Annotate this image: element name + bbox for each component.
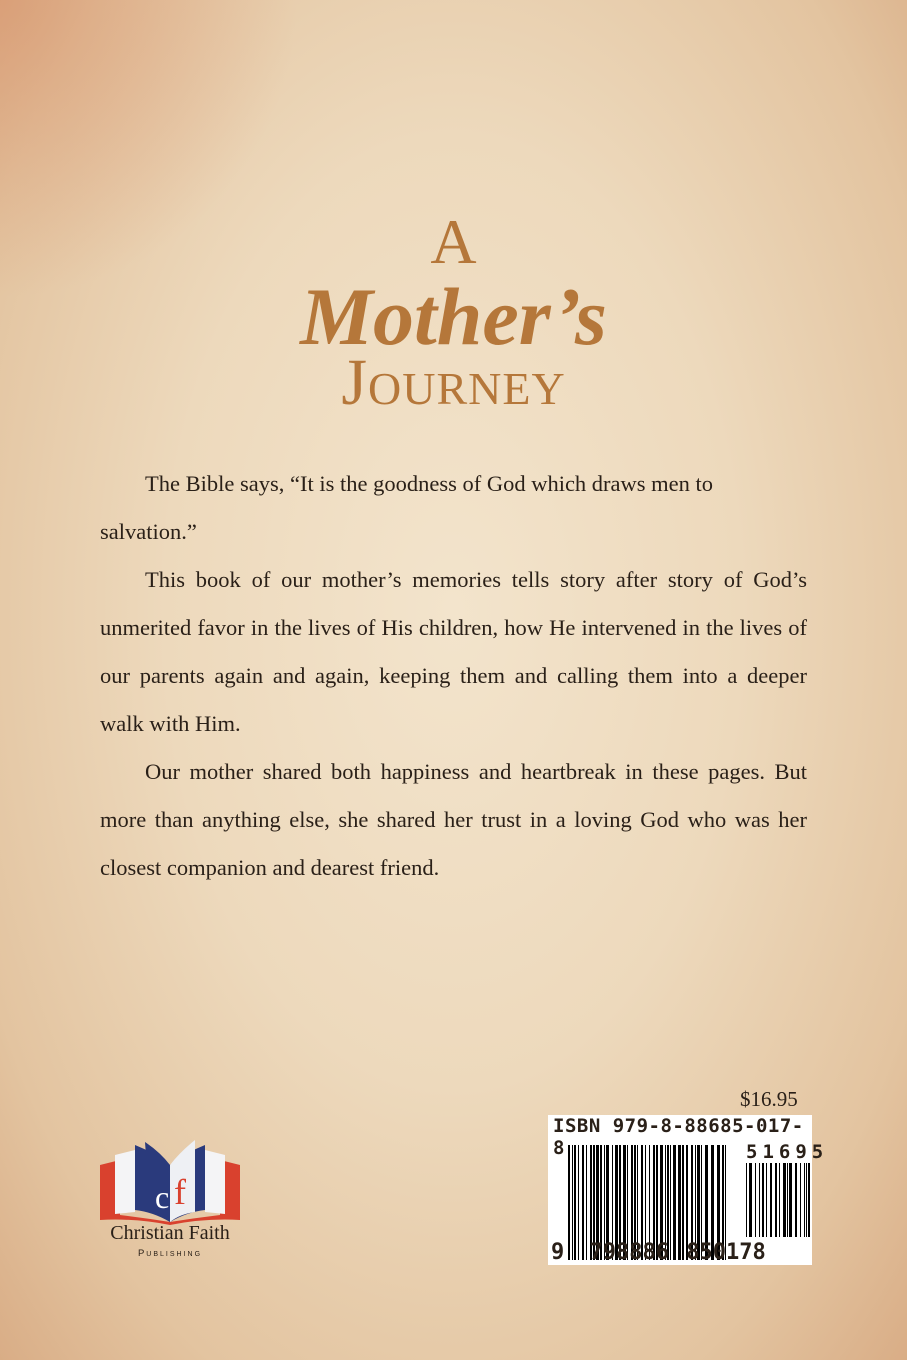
- isbn-label: ISBN 979-8-88685-017-8: [553, 1115, 804, 1159]
- publisher-name: Christian Faith: [110, 1222, 230, 1244]
- barcode-bar: [806, 1163, 807, 1237]
- barcode-first-digit: 9: [551, 1240, 565, 1265]
- barcode-bar: [804, 1163, 805, 1237]
- addon-digits: 51695: [746, 1141, 829, 1163]
- barcode-bar: [808, 1163, 810, 1237]
- title-line-3: Journey: [341, 346, 566, 419]
- barcode-bar: [762, 1163, 764, 1237]
- barcode-digits: [551, 1240, 766, 1265]
- barcode-bar: [766, 1163, 767, 1237]
- blurb-paragraph: The Bible says, “It is the goodness of God which draws men to salvation.”: [100, 471, 714, 544]
- price: $16.95: [740, 1087, 798, 1111]
- barcode-bar: [755, 1163, 756, 1237]
- barcode-bar: [800, 1163, 801, 1237]
- barcode-bar: [779, 1163, 780, 1237]
- publisher-sub: Publishing: [137, 1248, 203, 1259]
- barcode-bar: [759, 1163, 760, 1237]
- barcode-bar: [775, 1163, 777, 1237]
- barcode-bar: [795, 1163, 797, 1237]
- svg-text:c: c: [155, 1179, 170, 1215]
- isbn-barcode: [548, 1115, 829, 1265]
- barcode-group-2: 850178: [686, 1240, 766, 1265]
- barcode-bar: [746, 1163, 747, 1237]
- barcode-bar: [749, 1163, 752, 1237]
- barcode-bar: [783, 1163, 786, 1237]
- barcode-group-1: 798886: [589, 1240, 669, 1265]
- publisher-logo-icon: [95, 1130, 245, 1225]
- barcode-bar: [787, 1163, 788, 1237]
- svg-text:f: f: [174, 1172, 186, 1212]
- title-line-1: A: [430, 206, 477, 277]
- blurb-paragraph: This book of our mother’s memories tells story after story of God’s unmerited favor in the lives of His children, how He intervened in the lives of our parents again and again, keeping them and calling them into a deeper walk with Him.: [100, 567, 807, 736]
- barcode-bar: [789, 1163, 792, 1237]
- blurb-paragraph: Our mother shared both happiness and heartbreak in these pages. But more than anything else, she shared her trust in a loving God who was her closest companion and dearest friend.: [100, 759, 807, 880]
- title-line-2: Mother’s: [300, 271, 607, 362]
- barcode-bar: [770, 1163, 772, 1237]
- blurb: [100, 460, 807, 892]
